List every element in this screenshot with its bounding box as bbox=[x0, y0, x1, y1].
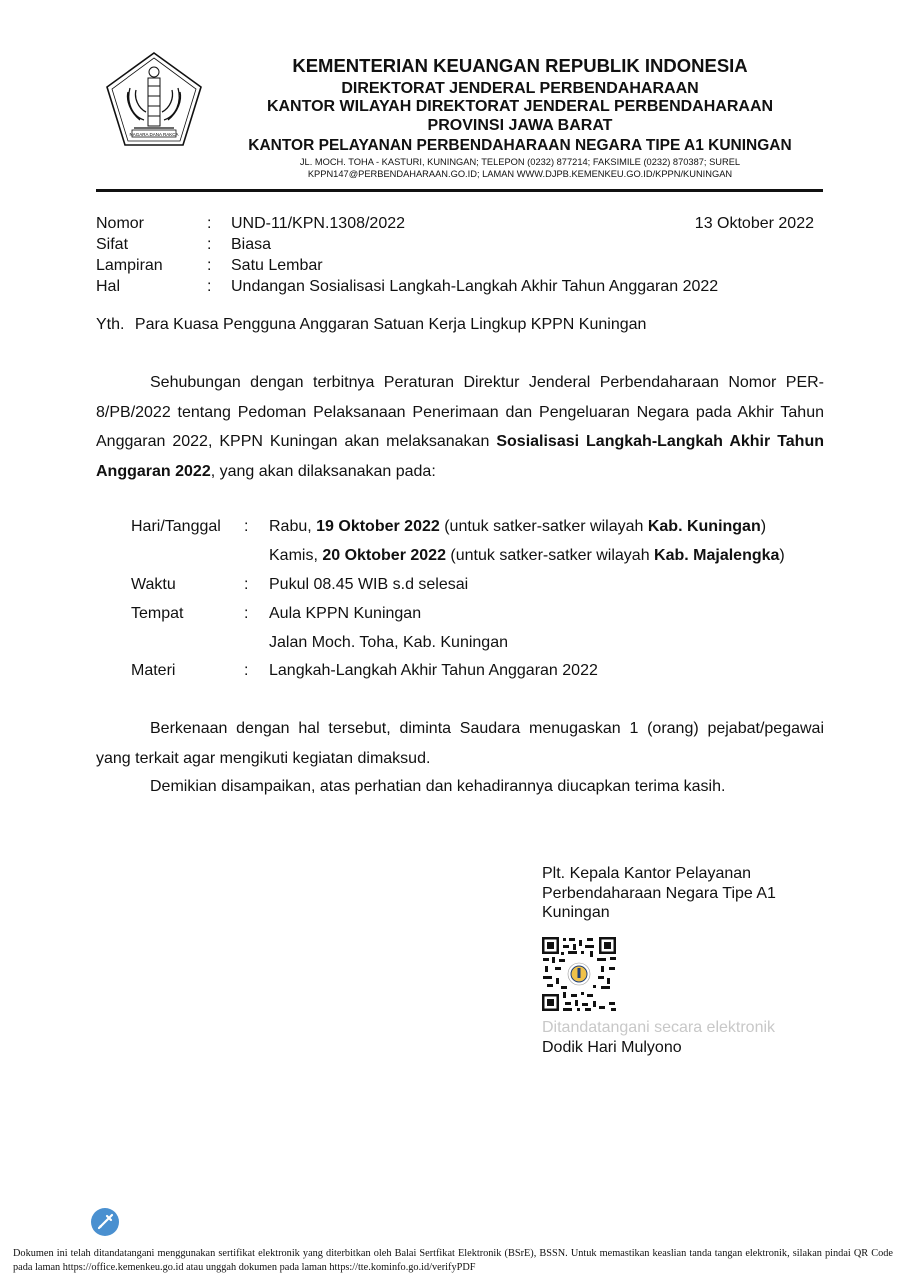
meta-value-nomor: UND-11/KPN.1308/2022 bbox=[231, 215, 406, 232]
detail-colon: : bbox=[244, 576, 249, 593]
body-paragraph-1: Sehubungan dengan terbitnya Peraturan Direktur Jenderal Perbendaharaan Nomor PER-8/PB/2022 tentang Pedoman Pelaksanaan Penerimaan dan Pengeluaran Negara pada Akhir Tahun Anggaran 2022, KPPN Kuningan akan melaksanakan Sosialisasi Langkah-Langkah Akhir Tahun Anggaran 2022, yang akan dilaksanakan pada: bbox=[96, 374, 825, 480]
meta-colon: : bbox=[207, 257, 212, 274]
meta-value-hal: Undangan Sosialisasi Langkah-Langkah Akhir Tahun Anggaran 2022 bbox=[231, 278, 719, 295]
meta-value-lampiran: Satu Lembar bbox=[231, 257, 323, 274]
signatory-title-line-3: Kuningan bbox=[542, 904, 610, 921]
office-name: KANTOR PELAYANAN PERBENDAHARAAN NEGARA TIPE A1 KUNINGAN bbox=[248, 137, 792, 154]
recipient-prefix: Yth. bbox=[96, 316, 125, 333]
body-paragraph-3: Demikian disampaikan, atas perhatian dan kehadirannya diucapkan terima kasih. bbox=[150, 778, 726, 795]
recipient bbox=[96, 316, 652, 334]
meta-label-hal: Hal bbox=[96, 278, 121, 295]
signatory-title-line-1: Plt. Kepala Kantor Pelayanan bbox=[542, 865, 752, 882]
letterhead-divider bbox=[96, 189, 823, 192]
province-name: PROVINSI JAWA BARAT bbox=[427, 117, 613, 134]
detail-value-waktu: Pukul 08.45 WIB s.d selesai bbox=[269, 576, 469, 593]
meta-colon: : bbox=[207, 278, 212, 295]
qr-code bbox=[541, 936, 617, 1012]
letter-date: 13 Oktober 2022 bbox=[694, 215, 814, 232]
detail-value-materi: Langkah-Langkah Akhir Tahun Anggaran 2022 bbox=[269, 662, 598, 679]
ministry-name: KEMENTERIAN KEUANGAN REPUBLIK INDONESIA bbox=[292, 55, 748, 76]
meta-label-sifat: Sifat bbox=[96, 236, 129, 253]
detail-label-waktu: Waktu bbox=[131, 576, 176, 593]
e-signed-note: Ditandatangani secara elektronik bbox=[542, 1019, 776, 1036]
detail-label-materi: Materi bbox=[131, 662, 176, 679]
pen-nib-icon bbox=[90, 1207, 120, 1237]
ministry-logo bbox=[104, 50, 204, 150]
recipient-name: Para Kuasa Pengguna Anggaran Satuan Kerja Lingkup KPPN Kuningan bbox=[134, 316, 647, 333]
signatory-name: Dodik Hari Mulyono bbox=[542, 1039, 682, 1056]
address-line-2: KPPN147@PERBENDAHARAAN.GO.ID; LAMAN WWW.DJPB.KEMENKEU.GO.ID/KPPN/KUNINGAN bbox=[307, 169, 733, 179]
meta-colon: : bbox=[207, 236, 212, 253]
detail-value-hari-2: Kamis, 20 Oktober 2022 (untuk satker-satker wilayah Kab. Majalengka) bbox=[269, 547, 785, 564]
meta-value-sifat: Biasa bbox=[231, 236, 272, 253]
directorate-name: DIREKTORAT JENDERAL PERBENDAHARAAN bbox=[341, 80, 699, 97]
meta-label-lampiran: Lampiran bbox=[96, 257, 163, 274]
e-signature-disclaimer: Dokumen ini telah ditandatangani menggunakan sertifikat elektronik yang diterbitkan oleh Balai Sertfikat Elektronik (BSrE), BSSN. Untuk memastikan keaslian tanda tangan elektronik, silakan pindai QR Code pada laman https://office.kemenkeu.go.id atau unggah dokumen pada laman https://tte.kominfo.go.id/verifyPDF bbox=[13, 1248, 893, 1273]
meta-label-nomor: Nomor bbox=[96, 215, 145, 232]
detail-value-tempat-2: Jalan Moch. Toha, Kab. Kuningan bbox=[269, 634, 508, 651]
logo-motto: NAGARA DANA RAKCA bbox=[129, 131, 179, 137]
detail-label-hari: Hari/Tanggal bbox=[131, 518, 221, 535]
detail-colon: : bbox=[244, 605, 249, 622]
event-title: Sosialisasi Langkah-Langkah Akhir Tahun Anggaran 2022 bbox=[96, 433, 825, 480]
regional-office-name: KANTOR WILAYAH DIREKTORAT JENDERAL PERBENDAHARAAN bbox=[266, 98, 774, 115]
detail-colon: : bbox=[244, 518, 249, 535]
detail-colon: : bbox=[244, 662, 249, 679]
signatory-title-line-2: Perbendaharaan Negara Tipe A1 bbox=[542, 884, 776, 902]
address-line-1: JL. MOCH. TOHA - KASTURI, KUNINGAN; TELEPON (0232) 877214; FAKSIMILE (0232) 870387; SUREL bbox=[299, 157, 741, 167]
detail-label-tempat: Tempat bbox=[131, 605, 184, 622]
meta-colon: : bbox=[207, 215, 212, 232]
detail-value-hari-1: Rabu, 19 Oktober 2022 (untuk satker-satker wilayah Kab. Kuningan) bbox=[269, 518, 767, 535]
body-paragraph-2: Berkenaan dengan hal tersebut, diminta Saudara menugaskan 1 (orang) pejabat/pegawai yang terkait agar mengikuti kegiatan dimaksud. bbox=[96, 720, 824, 767]
detail-value-tempat-1: Aula KPPN Kuningan bbox=[269, 605, 422, 622]
office-address bbox=[220, 156, 820, 180]
signatory-title bbox=[542, 864, 776, 923]
